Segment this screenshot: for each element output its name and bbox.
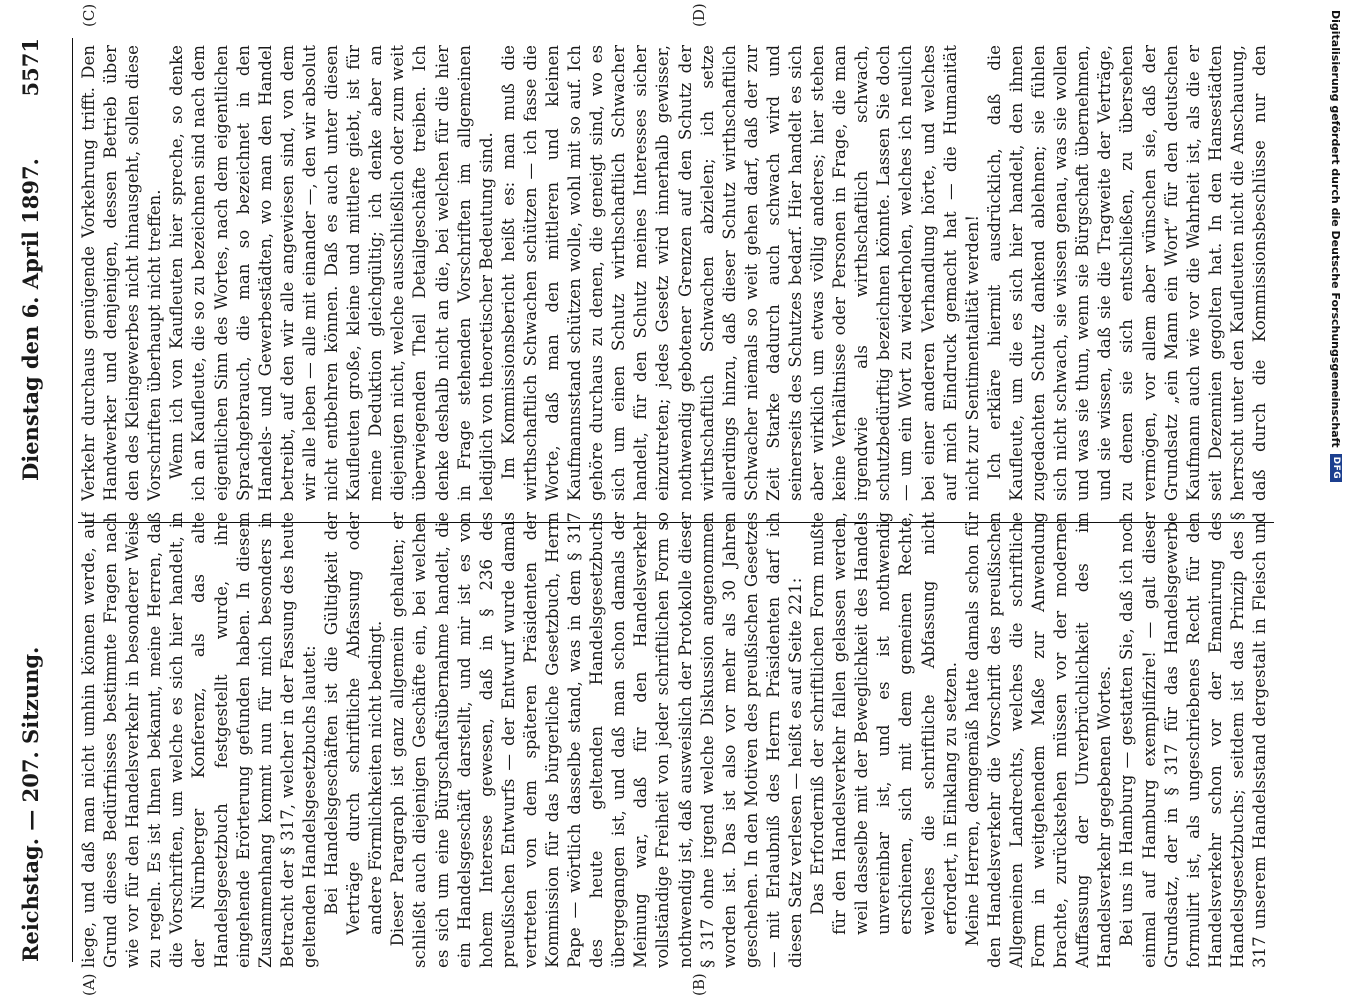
- digitization-credit: [1323, 10, 1349, 995]
- quoted-paragraph: Das Erforderniß der schriftlichen Form mußte für den Handelsverkehr fallen gelassen werden, weil dasselbe mit der Beweglichkeit des Handels unvereinbar ist, und es ist nothwendig erschienen, sich mit dem gemeinen Rechte, welches die schriftliche Abfassung nicht erfordert, in Einklang zu setzen.: [808, 512, 960, 935]
- paragraph: Verkehr durchaus genügende Vorkehrung trifft. Den Handwerker und denjenigen, dessen Betrieb über den des Kleingewerbes nicht hinausgeht, sollen diese Vorschriften überhaupt nicht treffen.: [79, 45, 165, 501]
- paragraph: Bei uns in Hamburg — gestatten Sie, daß ich noch einmal auf Hamburg exemplifizire! — galt dieser Grundsatz, der in § 317 für das Handelsgewerbe formulirt ist, als ungeschriebenes Recht für den Handelsverkehr schon vor der Emanirung des Handelsgesetzbuchs; seitdem ist das Prinzip des § 317 unserem Handelsstand dergestalt in Fleisch und: [1117, 512, 1269, 968]
- right-column: [78, 45, 1274, 501]
- header-session: Reichstag. — 207. Sitzung.: [18, 646, 43, 962]
- paragraph: Wenn ich von Kaufleuten hier spreche, so denke ich an Kaufleute, die so zu bezeichnen sind nach dem eigentlichen Sinn des Wortes, nach dem eigentlichen Sprachgebrauch, die man so bezeichnet in den Handels- und Gewerbestädten, wo man den Handel betreibt, auf den wir alle angewiesen sind, von dem wir alle leben — alle mit einander —, den wir absolut nicht entbehren können. Daß es auch unter diesen Kaufleuten große, kleine und mittlere giebt, ist für meine Deduktion gleichgültig; ich denke aber an diejenigen nicht, welche ausschließlich oder zum weit überwiegenden Theil Detailgeschäfte treiben. Ich denke deshalb nicht an die, bei welchen für die hier in Frage stehenden Vorschriften im allgemeinen lediglich von theoretischer Bedeutung sind.: [167, 45, 496, 501]
- margin-marker-a: (A): [80, 973, 98, 996]
- paragraph: liege, und daß man nicht umhin können werde, auf Grund dieses Bedürfnisses bestimmte Fragen nach wie vor für den Handelsverkehr in besonderer Weise zu regeln. Es ist Ihnen bekannt, meine Herren, daß die Vorschriften, um welche es sich hier handelt, in der Nürnberger Konferenz, als das alte Handelsgesetzbuch festgestellt wurde, ihre eingehende Erörterung gefunden haben. In diesem Zusammenhang kommt nun für mich besonders in Betracht der § 317, welcher in der Fassung des heute geltenden Handelsgesetzbuchs lautet:: [79, 512, 319, 968]
- left-column: [78, 512, 1274, 968]
- credit-text: Digitalisierung gefördert durch die Deutsche Forschungsgemeinschaft: [1329, 10, 1343, 448]
- dfg-logo: DFG: [1330, 454, 1342, 483]
- margin-marker-c: (C): [80, 3, 98, 27]
- paragraph: Dieser Paragraph ist ganz allgemein gehalten; er schließt auch diejenigen Geschäfte ein, bei welchen es sich um eine Bürgschaftsübernahme handelt, die ein Handelsgeschäft darstellt, und mir ist es von hohem Interesse gewesen, daß in § 236 des preußischen Entwurfs — der Entwurf wurde damals vertreten von dem späteren Präsidenten der Kommission für das bürgerliche Gesetzbuch, Herrn Pape — wörtlich dasselbe stand, was in dem § 317 des heute geltenden Handelsgesetzbuchs übergegangen ist, und daß man schon damals der Meinung war, daß für den Handelsverkehr vollständige Freiheit von jeder schriftlichen Form so nothwendig ist, daß ausweislich der Protokolle dieser § 317 ohne irgend welche Diskussion angenommen worden ist. Das ist also vor mehr als 30 Jahren geschehen. In den Motiven des preußischen Gesetzes — mit Erlaubniß des Herrn Präsidenten darf ich diesen Satz verlesen — heißt es auf Seite 221:: [388, 512, 805, 968]
- page-header: [8, 38, 73, 962]
- margin-marker-d: (D): [690, 3, 708, 27]
- header-date: Dienstag den 6. April 1897.: [18, 158, 43, 481]
- column-divider: [78, 522, 1274, 523]
- page-number: 5571: [18, 38, 43, 97]
- quoted-paragraph: Bei Handelsgeschäften ist die Gültigkeit der Verträge durch schriftliche Abfassung oder andere Förmlichkeiten nicht bedingt.: [322, 512, 386, 935]
- margin-marker-b: (B): [690, 973, 708, 996]
- paragraph: Ich erkläre hiermit ausdrücklich, daß die Kaufleute, um die es sich hier handelt, den ihnen zugedachten Schutz dankend ablehnen; sie fühlen sich nicht schwach, sie wissen genau, was sie wollen und was sie thun, wenn sie Bürgschaft übernehmen, und sie wissen, daß sie die Tragweite der Verträge, zu denen sie sich entschließen, zu übersehen vermögen, vor allem aber wünschen sie, daß der Grundsatz „ein Mann ein Wort“ für den deutschen Kaufmann auch wie vor die Wahrheit ist, als die er seit Dezennien gegolten hat. In den Hansestädten herrscht unter den Kaufleuten nicht die Anschauung, daß durch die Kommissionsbeschlüsse nur den: [984, 45, 1269, 501]
- paragraph: Meine Herren, demgemäß hatte damals schon für den Handelsverkehr die Vorschrift des preußischen Allgemeinen Landrechts, welches die schriftliche Form in weitgehendem Maße zur Anwendung brachte, zurückstehen müssen vor der modernen Auffassung der Unverbrüchlichkeit des im Handelsverkehr gegebenen Wortes.: [962, 512, 1115, 968]
- paragraph: Im Kommissionsbericht heißt es: man muß die wirthschaftlich Schwachen schützen — ich fasse die Worte, daß man den mittleren und kleinen Kaufmannsstand schützen wolle, wohl mit so auf. Ich gehöre durchaus zu denen, die geneigt sind, wo es sich um einen Schutz wirthschaftlich Schwacher handelt, für den Schutz meines Interesses sicher einzutreten; jedes Gesetz wird innerhalb gewisser, nothwendig gebotener Grenzen auf den Schutz der wirthschaftlich Schwachen abzielen; ich setze allerdings hinzu, daß dieser Schutz wirthschaftlich Schwacher niemals so weit gehen darf, daß der zur Zeit Starke dadurch auch schwach wird und seinerseits des Schutzes bedarf. Hier handelt es sich aber wirklich um etwas völlig anderes; hier stehen keine Verhältnisse oder Personen in Frage, die man irgendwie als wirthschaftlich schwach, schutzbedürftig bezeichnen könnte. Lassen Sie doch — um ein Wort zu wiederholen, welches ich neulich bei einer anderen Verhandlung hörte, und welches auf mich Eindruck gemacht hat — die Humanität nicht zur Sentimentalität werden!: [498, 45, 982, 501]
